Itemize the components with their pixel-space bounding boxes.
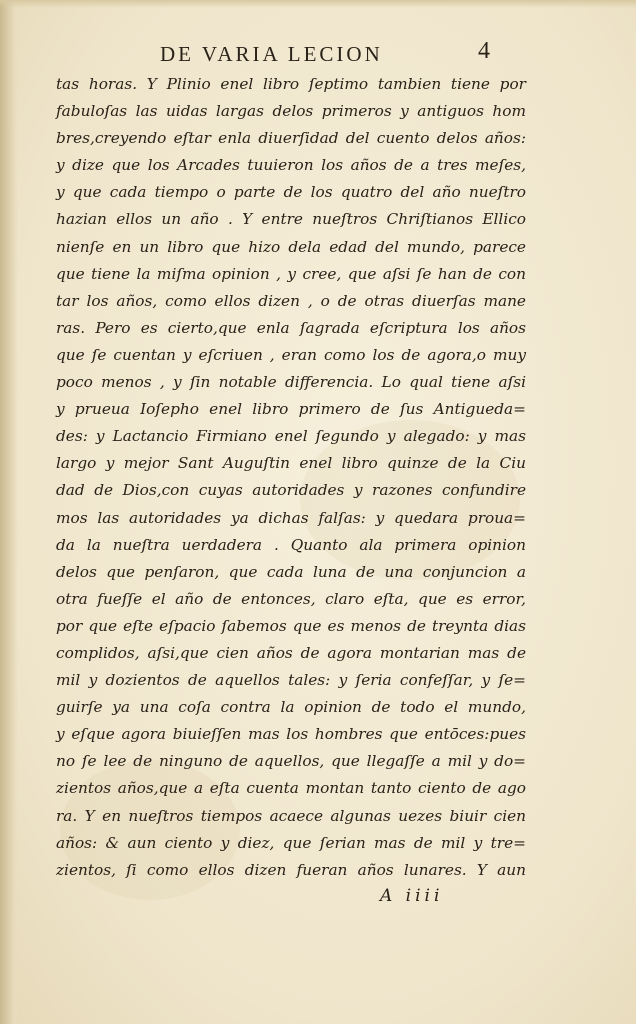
text-line: nienſe en un libro que hizo dela edad del mundo, parece <box>56 237 526 256</box>
text-line: ra. Y en nueſtros tiempos acaece algunas uezes biuir cien <box>56 806 526 825</box>
text-line: y eſque agora biuieſſen mas los hombres que entōces:pues <box>56 725 526 744</box>
body-text <box>56 71 526 884</box>
folio-number: 4 <box>478 38 490 64</box>
text-line: guirſe ya una coſa contra la opinion de todo el mundo, <box>56 698 526 717</box>
text-line: y que cada tiempo o parte de los quatro del año nueſtro <box>56 183 526 202</box>
text-line: ras. Pero es cierto,que enla ſagrada eſcriptura los años <box>56 318 526 337</box>
text-line: da la nueſtra uerdadera . Quanto ala primera opinion <box>56 535 526 554</box>
text-line: que tiene la miſma opinion , y cree, que aſsi ſe han de con <box>56 264 526 283</box>
text-line: hazian ellos un año . Y entre nueſtros Chriſtianos Ellico <box>56 210 526 229</box>
text-line: poco menos , y ſin notable differencia. Lo qual tiene aſsi <box>56 373 526 392</box>
text-line: años: & aun ciento y diez, que ſerian mas de mil y tre= <box>56 833 526 852</box>
text-line: zientos, ſi como ellos dizen fueran años lunares. Y aun <box>56 860 526 879</box>
page-top-edge <box>0 0 636 8</box>
text-line: des: y Lactancio Firmiano enel ſegundo y alegado: y mas <box>56 427 526 446</box>
text-line: zientos años,que a eſta cuenta montan tanto ciento de ago <box>56 779 526 798</box>
text-line: no ſe lee de ninguno de aquellos, que llegaſſe a mil y do= <box>56 752 526 771</box>
text-line: fabuloſas las uidas largas delos primeros y antiguos hom <box>56 102 526 121</box>
text-line: delos que penſaron, que cada luna de una conjuncion a <box>56 562 526 581</box>
text-line: tar los años, como ellos dizen , o de otras diuerſas mane <box>56 291 526 310</box>
text-line: tas horas. Y Plinio enel libro ſeptimo tambien tiene por <box>56 75 526 93</box>
text-line: por que eſte eſpacio ſabemos que es menos de treynta dias <box>56 616 526 635</box>
text-line: mos las autoridades ya dichas falſas: y quedara proua= <box>56 508 526 527</box>
text-line: que ſe cuentan y eſcriuen , eran como los de agora,o muy <box>56 345 526 364</box>
text-line: y dize que los Arcades tuuieron los años de a tres meſes, <box>56 156 526 175</box>
signature-mark: A iiii <box>380 886 444 906</box>
text-line: mil y dozientos de aquellos tales: y ſeria confeſſar, y ſe= <box>56 671 526 690</box>
running-title: DE VARIA LECION <box>160 42 383 66</box>
text-line: otra fueſſe el año de entonces, claro eſta, que es error, <box>56 589 526 608</box>
text-line: bres,creyendo eſtar enla diuerſidad del cuento delos años: <box>56 129 526 148</box>
text-line: largo y mejor Sant Auguſtin enel libro quinze de la Ciu <box>56 454 526 473</box>
page-gutter-shadow <box>0 0 18 1024</box>
text-line: y prueua Ioſepho enel libro primero de ſus Antigueda= <box>56 400 526 419</box>
text-line: complidos, aſsi,que cien años de agora montarian mas de <box>56 643 526 662</box>
page-header <box>0 38 636 70</box>
text-line: dad de Dios,con cuyas autoridades y razones confundire <box>56 481 526 500</box>
